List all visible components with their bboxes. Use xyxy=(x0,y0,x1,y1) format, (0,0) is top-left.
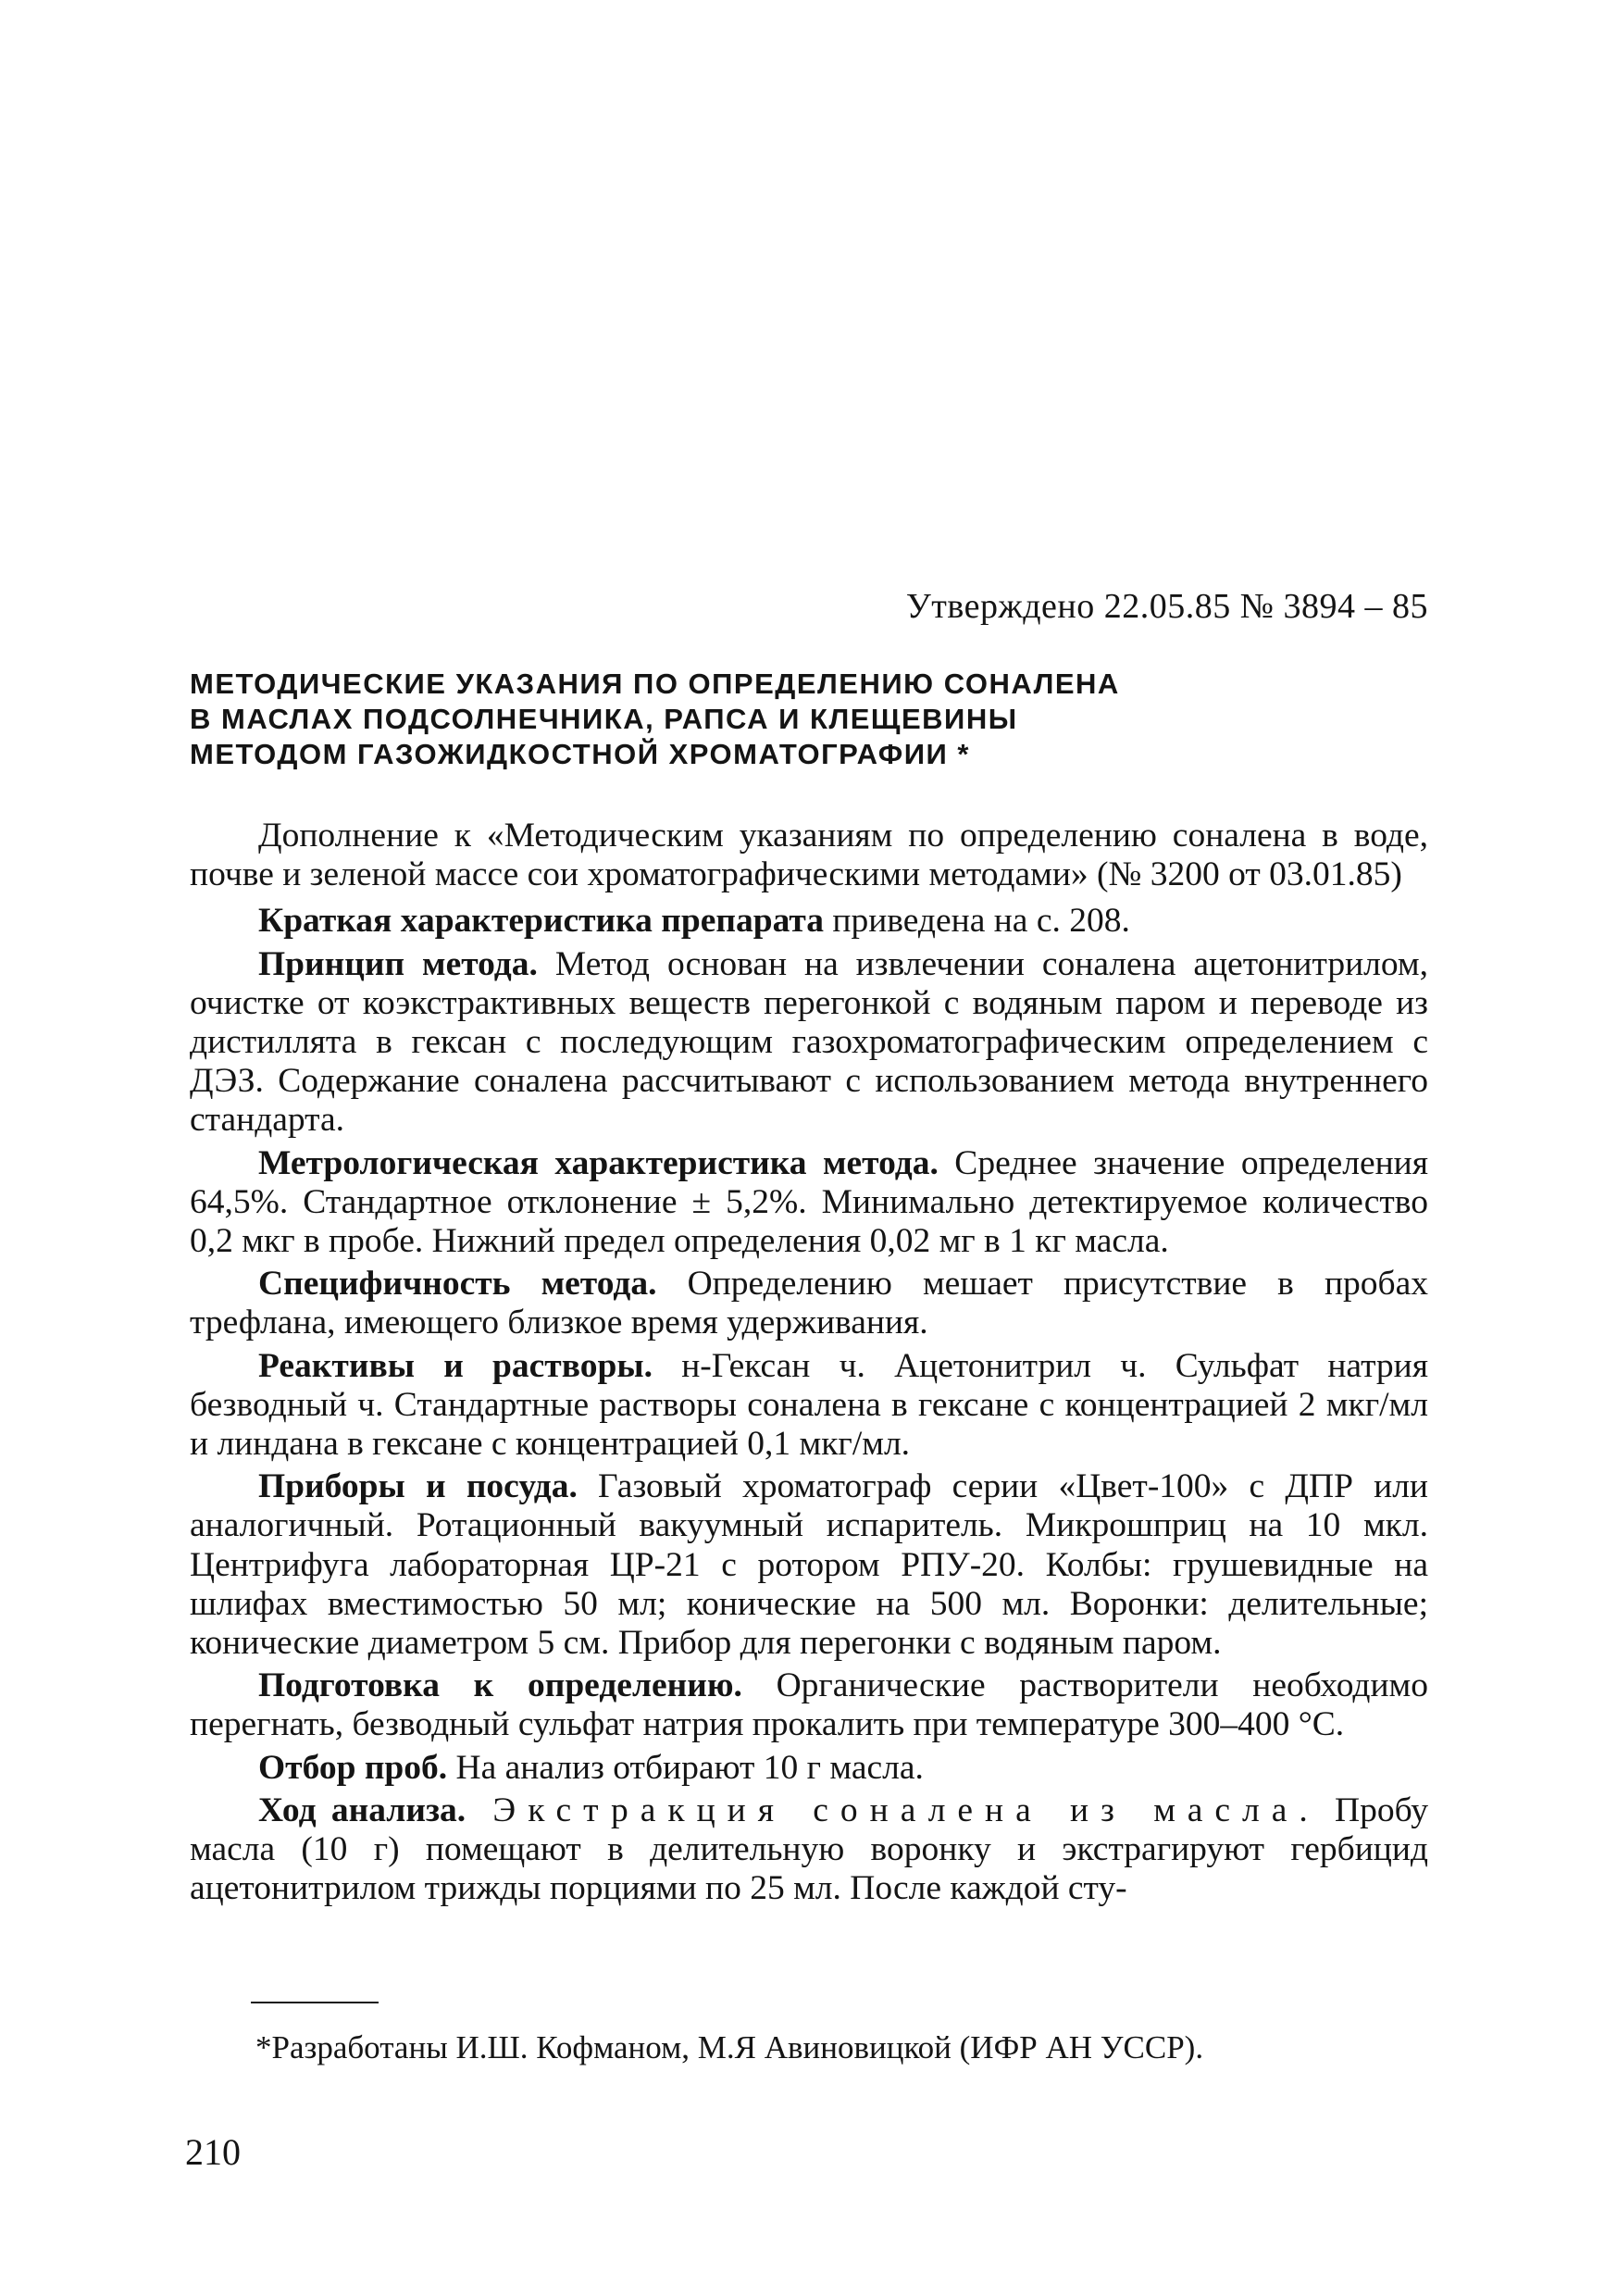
specificity-text: Определению мешает присутствие в пробах трефлана, имеющего близкое время удерживания. xyxy=(190,1265,1428,1342)
principle-label: Принцип метода. xyxy=(258,944,538,983)
procedure-spaced-heading: Экстракция соналена из масла. xyxy=(466,1791,1320,1829)
brief-text: приведена на с. 208. xyxy=(824,902,1130,941)
paragraph-specificity xyxy=(190,1265,1428,1342)
footnote-divider xyxy=(251,2002,379,2003)
devices-text: Газовый хроматограф серии «Цвет-100» с ДПР или аналогичный. Ротационный вакуумный испаритель. Микрошприц на 10 мкл. Центрифуга лабораторная ЦР-21 с ротором РПУ-20. Колбы: грушевидные на шлифах вместимостью 50 мл; конические на 500 мл. Воронки: делительные; конические диаметром 5 см. Прибор для перегонки с водяным паром. xyxy=(190,1467,1428,1663)
reagents-text: н-Гексан ч. Ацетонитрил ч. Сульфат натрия безводный ч. Стандартные растворы соналена в гексане с концентрацией 2 мкг/мл и линдана в гексане с концентрацией 0,1 мкг/мл. xyxy=(190,1346,1428,1464)
paragraph-supplement: Дополнение к «Методическим указаниям по определению соналена в воде, почве и зеленой массе сои хроматографическими методами» (№ 3200 от 03.01.85) xyxy=(190,817,1428,894)
footnote: *Разработаны И.Ш. Кофманом, М.Я Авиновицкой (ИФР АН УССР). xyxy=(255,2029,1204,2065)
reagents-label: Реактивы и растворы. xyxy=(258,1346,653,1385)
paragraph-preparation xyxy=(190,1666,1428,1744)
specificity-label: Специфичность метода. xyxy=(258,1265,657,1304)
devices-label: Приборы и посуда. xyxy=(258,1467,578,1506)
metrology-text: Среднее значение определения 64,5%. Стандартное отклонение ± 5,2%. Минимально детектируемое количество 0,2 мкг в пробе. Нижний предел определения 0,02 мг в 1 кг масла. xyxy=(190,1143,1429,1261)
paragraph-metrology xyxy=(190,1144,1428,1262)
title-line-3: МЕТОДОМ ГАЗОЖИДКОСТНОЙ ХРОМАТОГРАФИИ * xyxy=(190,738,970,770)
sampling-text: На анализ отбирают 10 г масла. xyxy=(447,1748,924,1787)
principle-text: Метод основан на извлечении соналена ацетонитрилом, очистке от коэкстрактивных веществ перегонкой с водяным паром и переводе из дистиллята в гексан с последующим газохроматографическим определением с ДЭЗ. Содержание соналена рассчитывают с использованием метода внутреннего стандарта. xyxy=(190,944,1429,1140)
paragraph-devices xyxy=(190,1467,1428,1663)
title-line-2: В МАСЛАХ ПОДСОЛНЕЧНИКА, РАПСА И КЛЕЩЕВИНЫ xyxy=(190,703,1018,735)
metrology-label: Метрологическая характеристика метода. xyxy=(258,1143,939,1182)
paragraph-reagents xyxy=(190,1347,1428,1465)
paragraph-brief xyxy=(190,902,1428,941)
approval-line: Утверждено 22.05.85 № 3894 – 85 xyxy=(905,587,1428,626)
paragraph-principle xyxy=(190,945,1428,1141)
procedure-text: Пробу масла (10 г) помещают в делительную воронку и экстрагируют гербицид ацетонитрилом трижды порциями по 25 мл. После каждой сту- xyxy=(190,1791,1429,1908)
paragraph-sampling xyxy=(190,1749,1428,1788)
title-line-1: МЕТОДИЧЕСКИЕ УКАЗАНИЯ ПО ОПРЕДЕЛЕНИЮ СОНАЛЕНА xyxy=(190,668,1120,700)
preparation-text: Органические растворители необходимо перегнать, безводный сульфат натрия прокалить при температуре 300–400 °С. xyxy=(190,1666,1429,1744)
sampling-label: Отбор проб. xyxy=(258,1748,448,1787)
brief-label: Краткая характеристика препарата xyxy=(258,902,825,941)
procedure-label: Ход анализа. xyxy=(258,1791,466,1829)
paragraph-procedure xyxy=(190,1791,1428,1909)
preparation-label: Подготовка к определению. xyxy=(258,1666,742,1705)
document-title xyxy=(190,667,1428,772)
document-body xyxy=(190,817,1428,1912)
page-number: 210 xyxy=(185,2131,241,2173)
